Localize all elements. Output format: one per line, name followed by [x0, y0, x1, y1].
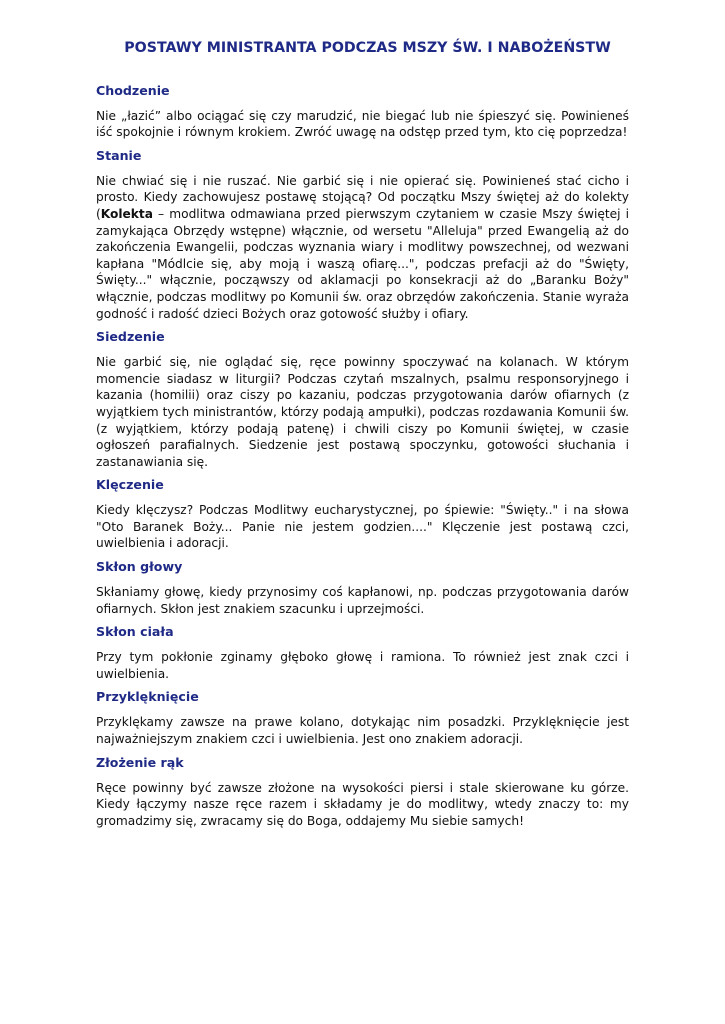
section-heading: Skłon głowy: [96, 559, 183, 575]
section-przyklekniecie: [96, 689, 629, 747]
document-page: [96, 40, 629, 836]
section-stanie: [96, 148, 629, 322]
body-text: – modlitwa odmawiana przed pierwszym czytaniem w czasie Mszy świętej i zamykająca Obrzędy wstępne) włącznie, od wersetu "Alleluja" przed Ewangelią aż do zakończenia Ewangelii, podczas wyznania wiary i modlitwy powszechnej, od wezwani kapłana "Módlcie się, aby moją i waszą ofiarę...", podczas prefacji aż do "Święty, Święty..." włącznie, począwszy od aklamacji po konsekracji aż do „Baranku Boży" włącznie, podczas modlitwy po Komunii św. oraz obrzędów zakończenia. Stanie wyraża godność i radość dzieci Bożych oraz gotowość służby i ofiary.: [96, 206, 629, 321]
section-sklon-glowy: [96, 559, 629, 617]
section-kleczenie: [96, 477, 629, 552]
section-heading: Przyklęknięcie: [96, 689, 199, 705]
section-body: Kiedy klęczysz? Podczas Modlitwy eucharystycznej, po śpiewie: "Święty.." i na słowa "Oto Baranek Boży... Panie nie jestem godzien...." Klęczenie jest postawą czci, uwielbienia i adoracji.: [96, 503, 629, 551]
section-body: Ręce powinny być zawsze złożone na wysokości piersi i stale skierowane ku górze. Kiedy łączymy nasze ręce razem i składamy je do modlitwy, wtedy znaczy to: my gromadzimy się, zwracamy się do Boga, oddajemy Mu siebie samych!: [96, 780, 629, 828]
section-heading: Stanie: [96, 147, 142, 163]
section-heading: Klęczenie: [96, 477, 164, 493]
body-text: Nie chwiać się i nie ruszać. Nie garbić się i nie opierać się. Powinieneś stać cicho i prosto. Kiedy zachowujesz postawę stojącą? Od początku Mszy świętej aż do kolekty (: [96, 173, 629, 221]
section-body: Nie „łazić” albo ociągać się czy marudzić, nie biegać lub nie śpieszyć się. Powinieneś iść spokojnie i równym krokiem. Zwróć uwagę na odstęp przed tym, kto cię poprzedza!: [96, 108, 629, 140]
section-heading: Złożenie rąk: [96, 754, 184, 770]
section-heading: Chodzenie: [96, 82, 170, 98]
section-body: [96, 173, 629, 322]
section-body: Przyklękamy zawsze na prawe kolano, dotykając nim posadzki. Przyklęknięcie jest najważniejszym znakiem czci i uwielbienia. Jest ono znakiem adoracji.: [96, 715, 629, 747]
section-body: Nie garbić się, nie oglądać się, ręce powinny spoczywać na kolanach. W którym momencie siadasz w liturgii? Podczas czytań mszalnych, psalmu responsoryjnego i kazania (homilii) oraz ciszy po kazaniu, podczas przygotowania darów ofiarnych (z wyjątkiem tych ministrantów, którzy podają ampułki), podczas rozdawania Komunii św. (z wyjątkiem, którzy podają patenę) i chwili ciszy po Komunii świętej, w czasie ogłoszeń parafialnych. Siedzenie jest postawą spoczynku, gotowości słuchania i zastanawiania się.: [96, 355, 629, 469]
section-heading: Skłon ciała: [96, 624, 174, 640]
section-heading: Siedzenie: [96, 329, 165, 345]
section-body: Przy tym pokłonie zginamy głęboko głowę i ramiona. To również jest znak czci i uwielbienia.: [96, 650, 629, 681]
section-chodzenie: [96, 83, 629, 141]
section-body: Skłaniamy głowę, kiedy przynosimy coś kapłanowi, np. podczas przygotowania darów ofiarnych. Skłon jest znakiem szacunku i uprzejmości.: [96, 585, 629, 616]
bold-term: Kolekta: [100, 206, 153, 221]
section-zlozenie-rak: [96, 755, 629, 830]
document-title: POSTAWY MINISTRANTA PODCZAS MSZY ŚW. I NABOŻEŃSTW: [124, 40, 611, 56]
section-siedzenie: [96, 329, 629, 470]
section-sklon-ciala: [96, 624, 629, 682]
